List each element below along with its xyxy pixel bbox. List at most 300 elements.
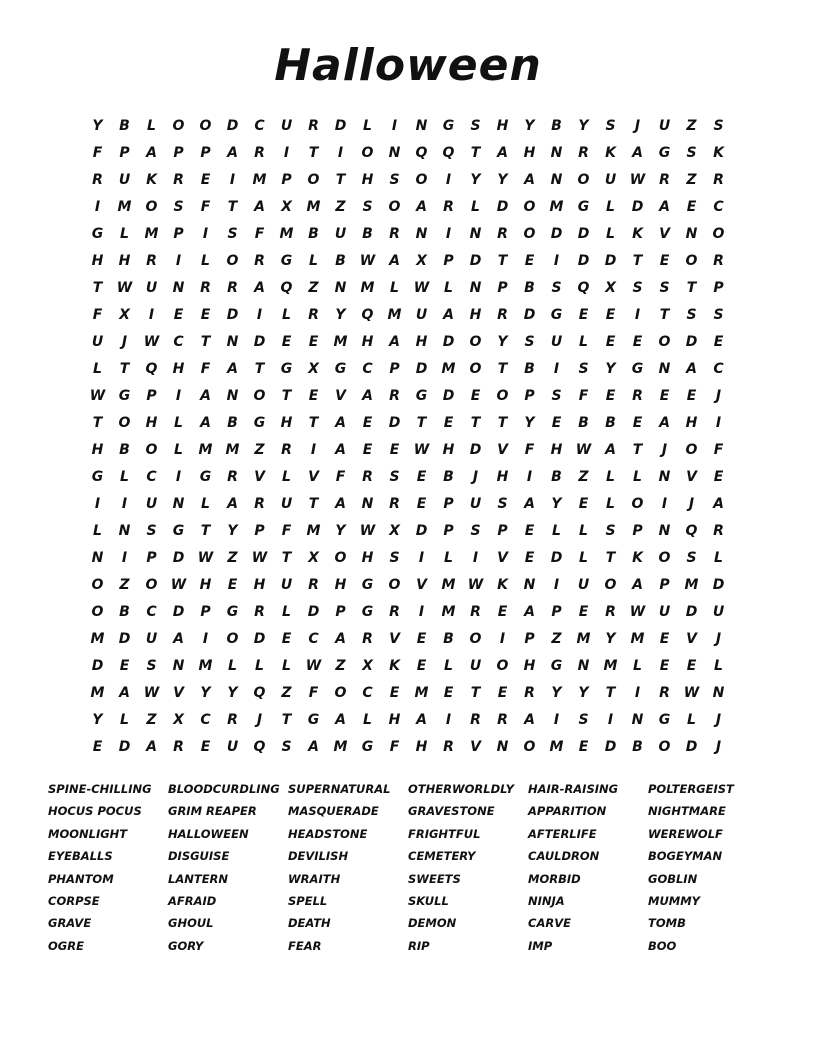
grid-letter: R	[605, 603, 616, 620]
grid-letter: T	[227, 198, 238, 215]
grid-letter: P	[632, 522, 643, 539]
grid-letter: F	[254, 225, 265, 242]
grid-letter: E	[578, 603, 589, 620]
grid-letter: D	[253, 333, 266, 350]
grid-letter: B	[605, 414, 616, 431]
word-list-item: DEVILISH	[288, 849, 349, 864]
grid-letter: S	[281, 738, 292, 755]
grid-letter: S	[578, 360, 589, 377]
grid-letter: L	[201, 495, 210, 512]
grid-letter: L	[606, 468, 615, 485]
grid-letter: F	[281, 522, 292, 539]
grid-letter: G	[361, 576, 374, 593]
grid-letter: D	[469, 441, 482, 458]
grid-letter: V	[470, 738, 481, 755]
grid-letter: U	[604, 171, 617, 188]
grid-letter: U	[550, 333, 563, 350]
grid-letter: Z	[578, 468, 589, 485]
grid-letter: L	[201, 252, 210, 269]
grid-letter: E	[686, 198, 697, 215]
grid-letter: D	[415, 522, 428, 539]
grid-letter: A	[335, 414, 346, 431]
grid-letter: E	[578, 738, 589, 755]
grid-letter: L	[120, 225, 129, 242]
word-list-item: NINJA	[528, 893, 565, 908]
grid-letter: U	[145, 279, 158, 296]
word-list-item: WEREWOLF	[648, 826, 723, 841]
grid-letter: T	[335, 171, 346, 188]
grid-letter: G	[361, 603, 374, 620]
grid-letter: P	[200, 603, 211, 620]
grid-letter: L	[579, 522, 588, 539]
word-list-item: MASQUERADE	[288, 804, 379, 819]
word-list-item: MORBID	[528, 871, 581, 886]
grid-letter: P	[119, 144, 130, 161]
grid-letter: L	[255, 657, 264, 674]
grid-letter: A	[146, 738, 157, 755]
grid-letter: M	[198, 441, 213, 458]
grid-letter: T	[281, 387, 292, 404]
grid-letter: I	[175, 252, 182, 269]
grid-letter: R	[713, 171, 724, 188]
grid-letter: H	[91, 441, 104, 458]
grid-letter: R	[497, 225, 508, 242]
grid-letter: E	[578, 495, 589, 512]
grid-letter: E	[524, 252, 535, 269]
grid-letter: I	[634, 684, 641, 701]
grid-letter: N	[415, 117, 428, 134]
grid-letter: E	[119, 657, 130, 674]
grid-letter: O	[307, 171, 320, 188]
grid-letter: V	[497, 441, 508, 458]
grid-letter: E	[173, 306, 184, 323]
grid-letter: H	[496, 468, 509, 485]
grid-letter: A	[524, 711, 535, 728]
grid-letter: C	[308, 630, 319, 647]
grid-letter: B	[119, 603, 130, 620]
grid-letter: D	[172, 603, 185, 620]
grid-letter: O	[226, 252, 239, 269]
grid-letter: R	[659, 171, 670, 188]
grid-letter: N	[658, 468, 671, 485]
grid-letter: C	[200, 711, 211, 728]
grid-letter: J	[715, 387, 722, 404]
grid-letter: Q	[577, 279, 590, 296]
word-list-item: GORY	[168, 938, 204, 953]
grid-letter: J	[634, 117, 641, 134]
grid-letter: X	[308, 360, 319, 377]
grid-letter: L	[714, 549, 723, 566]
grid-letter: G	[91, 468, 104, 485]
grid-letter: I	[661, 495, 668, 512]
grid-letter: A	[713, 495, 724, 512]
grid-letter: K	[605, 144, 616, 161]
grid-letter: G	[91, 225, 104, 242]
grid-letter: Y	[92, 117, 103, 134]
grid-letter: A	[659, 198, 670, 215]
grid-letter: Z	[281, 684, 292, 701]
grid-letter: G	[658, 144, 671, 161]
grid-letter: V	[686, 468, 697, 485]
grid-letter: I	[634, 306, 641, 323]
grid-letter: Y	[200, 684, 211, 701]
grid-letter: P	[173, 144, 184, 161]
grid-letter: S	[146, 657, 157, 674]
word-list-item: HALLOWEEN	[168, 826, 249, 841]
grid-letter: N	[550, 171, 563, 188]
grid-letter: M	[198, 657, 213, 674]
grid-letter: T	[470, 414, 481, 431]
grid-letter: D	[172, 549, 185, 566]
grid-letter: F	[308, 684, 319, 701]
grid-letter: R	[254, 252, 265, 269]
grid-letter: M	[441, 576, 456, 593]
grid-letter: T	[200, 333, 211, 350]
grid-letter: R	[227, 711, 238, 728]
grid-letter: H	[523, 144, 536, 161]
grid-letter: L	[606, 495, 615, 512]
grid-letter: N	[226, 333, 239, 350]
page-title: Halloween	[274, 40, 542, 91]
grid-letter: E	[497, 603, 508, 620]
grid-letter: M	[252, 171, 267, 188]
word-list-item: DEMON	[408, 916, 457, 931]
grid-letter: E	[713, 333, 724, 350]
word-list-item: BOO	[648, 938, 677, 953]
grid-letter: H	[280, 414, 293, 431]
grid-letter: I	[445, 711, 452, 728]
grid-letter: H	[361, 171, 374, 188]
grid-letter: T	[605, 684, 616, 701]
grid-letter: A	[443, 306, 454, 323]
grid-letter: I	[94, 198, 101, 215]
grid-letter: L	[714, 657, 723, 674]
grid-letter: S	[605, 522, 616, 539]
grid-letter: O	[226, 630, 239, 647]
grid-letter: L	[282, 306, 291, 323]
grid-letter: S	[632, 279, 643, 296]
grid-letter: U	[415, 306, 428, 323]
word-list-item: AFRAID	[168, 893, 217, 908]
grid-letter: C	[254, 117, 265, 134]
grid-letter: O	[145, 198, 158, 215]
grid-letter: F	[524, 441, 535, 458]
grid-letter: H	[361, 549, 374, 566]
grid-letter: S	[713, 117, 724, 134]
grid-letter: P	[146, 549, 157, 566]
grid-letter: A	[308, 738, 319, 755]
grid-letter: A	[416, 198, 427, 215]
grid-letter: O	[361, 144, 374, 161]
grid-letter: M	[144, 225, 159, 242]
grid-letter: X	[119, 306, 130, 323]
grid-letter: A	[389, 333, 400, 350]
grid-letter: E	[686, 657, 697, 674]
word-list-item: LANTERN	[168, 871, 229, 886]
grid-letter: D	[334, 117, 347, 134]
grid-letter: T	[632, 252, 643, 269]
grid-letter: H	[415, 738, 428, 755]
grid-letter: R	[200, 279, 211, 296]
grid-letter: Y	[497, 171, 508, 188]
grid-letter: C	[362, 684, 373, 701]
grid-letter: S	[686, 549, 697, 566]
grid-letter: P	[335, 603, 346, 620]
grid-letter: M	[441, 603, 456, 620]
grid-letter: O	[658, 333, 671, 350]
grid-letter: P	[173, 225, 184, 242]
grid-letter: J	[121, 333, 128, 350]
grid-letter: N	[226, 387, 239, 404]
grid-letter: M	[279, 225, 294, 242]
grid-letter: P	[254, 522, 265, 539]
grid-letter: R	[578, 144, 589, 161]
grid-letter: M	[684, 576, 699, 593]
grid-letter: Z	[335, 198, 346, 215]
grid-letter: Q	[145, 360, 158, 377]
grid-letter: N	[91, 549, 104, 566]
grid-letter: D	[226, 306, 239, 323]
word-list-item: MUMMY	[648, 893, 700, 908]
grid-letter: P	[497, 522, 508, 539]
grid-letter: O	[469, 333, 482, 350]
word-list-item: CARVE	[528, 916, 571, 931]
grid-letter: S	[605, 117, 616, 134]
grid-letter: S	[578, 711, 589, 728]
grid-letter: W	[305, 657, 322, 674]
grid-letter: E	[362, 414, 373, 431]
grid-letter: D	[415, 360, 428, 377]
word-list-item: OTHERWORLDLY	[408, 782, 515, 796]
grid-letter: N	[496, 738, 509, 755]
grid-letter: B	[119, 117, 130, 134]
grid-letter: D	[469, 252, 482, 269]
grid-letter: E	[281, 630, 292, 647]
grid-letter: U	[226, 738, 239, 755]
grid-letter: E	[416, 495, 427, 512]
grid-letter: L	[282, 468, 291, 485]
grid-letter: Y	[578, 117, 589, 134]
grid-letter: R	[173, 738, 184, 755]
grid-letter: I	[553, 711, 560, 728]
grid-letter: B	[524, 360, 535, 377]
grid-letter: A	[389, 252, 400, 269]
word-list-item: BLOODCURDLING	[168, 782, 280, 796]
grid-letter: A	[254, 279, 265, 296]
grid-letter: N	[172, 495, 185, 512]
grid-letter: W	[467, 576, 484, 593]
grid-letter: M	[387, 306, 402, 323]
grid-letter: N	[550, 144, 563, 161]
grid-letter: W	[197, 549, 214, 566]
grid-letter: D	[496, 198, 509, 215]
grid-letter: O	[523, 198, 536, 215]
grid-letter: W	[413, 279, 430, 296]
grid-letter: T	[470, 144, 481, 161]
grid-letter: S	[659, 279, 670, 296]
grid-letter: A	[227, 495, 238, 512]
grid-letter: I	[229, 171, 236, 188]
grid-letter: D	[604, 738, 617, 755]
grid-letter: Y	[524, 414, 535, 431]
grid-letter: B	[443, 630, 454, 647]
word-list-item: DEATH	[288, 916, 331, 931]
grid-letter: E	[308, 333, 319, 350]
word-list-item: HEADSTONE	[288, 826, 368, 841]
grid-letter: H	[145, 414, 158, 431]
grid-letter: B	[551, 117, 562, 134]
grid-letter: A	[524, 171, 535, 188]
grid-letter: V	[686, 630, 697, 647]
grid-letter: E	[389, 684, 400, 701]
grid-letter: R	[362, 468, 373, 485]
grid-letter: D	[442, 333, 455, 350]
grid-letter: V	[389, 630, 400, 647]
grid-letter: R	[254, 144, 265, 161]
grid-letter: N	[658, 522, 671, 539]
grid-letter: W	[575, 441, 592, 458]
grid-letter: H	[415, 333, 428, 350]
grid-letter: A	[146, 144, 157, 161]
grid-letter: I	[202, 225, 209, 242]
grid-letter: G	[631, 360, 644, 377]
grid-letter: A	[335, 630, 346, 647]
grid-letter: D	[523, 306, 536, 323]
grid-letter: D	[685, 603, 698, 620]
word-list-item: OGRE	[48, 938, 84, 953]
grid-letter: Q	[415, 144, 428, 161]
grid-letter: N	[388, 144, 401, 161]
grid-letter: W	[413, 441, 430, 458]
grid-letter: G	[550, 306, 563, 323]
grid-letter: V	[335, 387, 346, 404]
grid-letter: L	[579, 549, 588, 566]
grid-letter: X	[173, 711, 184, 728]
grid-letter: G	[334, 360, 347, 377]
word-list-item: SKULL	[408, 893, 449, 908]
grid-letter: A	[227, 360, 238, 377]
grid-letter: X	[389, 522, 400, 539]
grid-letter: J	[715, 738, 722, 755]
grid-letter: G	[307, 711, 320, 728]
grid-letter: D	[577, 252, 590, 269]
grid-letter: F	[713, 441, 724, 458]
grid-letter: Z	[146, 711, 157, 728]
grid-letter: N	[361, 495, 374, 512]
grid-letter: R	[362, 630, 373, 647]
grid-letter: U	[469, 495, 482, 512]
grid-letter: Z	[551, 630, 562, 647]
grid-letter: D	[118, 738, 131, 755]
grid-letter: E	[389, 441, 400, 458]
grid-letter: J	[256, 711, 263, 728]
grid-letter: D	[91, 657, 104, 674]
grid-letter: Z	[227, 549, 238, 566]
grid-letter: A	[200, 387, 211, 404]
grid-letter: I	[391, 117, 398, 134]
grid-letter: M	[333, 738, 348, 755]
grid-letter: L	[390, 279, 399, 296]
word-search-grid	[84, 112, 732, 760]
grid-letter: M	[306, 198, 321, 215]
grid-letter: C	[146, 603, 157, 620]
grid-letter: L	[93, 522, 102, 539]
grid-letter: N	[685, 225, 698, 242]
grid-letter: E	[659, 252, 670, 269]
grid-letter: I	[256, 306, 263, 323]
grid-letter: B	[335, 252, 346, 269]
grid-letter: O	[577, 171, 590, 188]
grid-letter: R	[146, 252, 157, 269]
grid-letter: A	[254, 198, 265, 215]
grid-letter: I	[499, 630, 506, 647]
word-list-item: CORPSE	[48, 893, 100, 908]
grid-letter: U	[145, 495, 158, 512]
word-list-item: CAULDRON	[528, 849, 600, 864]
grid-letter: R	[389, 387, 400, 404]
grid-letter: G	[118, 387, 131, 404]
grid-letter: I	[202, 630, 209, 647]
grid-letter: Y	[497, 333, 508, 350]
grid-letter: J	[472, 468, 479, 485]
grid-letter: B	[119, 441, 130, 458]
grid-letter: U	[91, 333, 104, 350]
grid-letter: O	[604, 576, 617, 593]
grid-letter: A	[416, 711, 427, 728]
grid-letter: E	[200, 306, 211, 323]
grid-letter: G	[577, 198, 590, 215]
word-list-item: HAIR-RAISING	[528, 782, 619, 796]
grid-letter: O	[658, 549, 671, 566]
grid-letter: M	[306, 522, 321, 539]
grid-letter: W	[170, 576, 187, 593]
grid-letter: L	[606, 198, 615, 215]
grid-letter: L	[174, 414, 183, 431]
grid-letter: V	[254, 468, 265, 485]
grid-letter: J	[715, 630, 722, 647]
word-list-item: HOCUS POCUS	[48, 804, 142, 819]
grid-letter: T	[308, 495, 319, 512]
grid-letter: T	[497, 360, 508, 377]
grid-letter: I	[121, 549, 128, 566]
grid-letter: E	[443, 684, 454, 701]
grid-letter: R	[308, 117, 319, 134]
grid-letter: T	[605, 549, 616, 566]
word-list-item: GRIM REAPER	[168, 804, 257, 819]
grid-letter: G	[226, 603, 239, 620]
grid-letter: K	[632, 549, 643, 566]
grid-letter: M	[360, 279, 375, 296]
grid-letter: E	[605, 333, 616, 350]
grid-letter: I	[715, 414, 722, 431]
grid-letter: S	[389, 468, 400, 485]
word-list-item: IMP	[528, 938, 553, 953]
grid-letter: W	[629, 603, 646, 620]
grid-letter: L	[228, 657, 237, 674]
grid-letter: E	[659, 657, 670, 674]
grid-letter: S	[389, 171, 400, 188]
grid-letter: M	[630, 630, 645, 647]
grid-letter: K	[713, 144, 724, 161]
grid-letter: W	[89, 387, 106, 404]
grid-letter: H	[685, 414, 698, 431]
grid-letter: E	[416, 657, 427, 674]
grid-letter: H	[334, 576, 347, 593]
grid-letter: H	[496, 117, 509, 134]
grid-letter: R	[443, 198, 454, 215]
grid-letter: R	[443, 738, 454, 755]
grid-letter: O	[685, 252, 698, 269]
